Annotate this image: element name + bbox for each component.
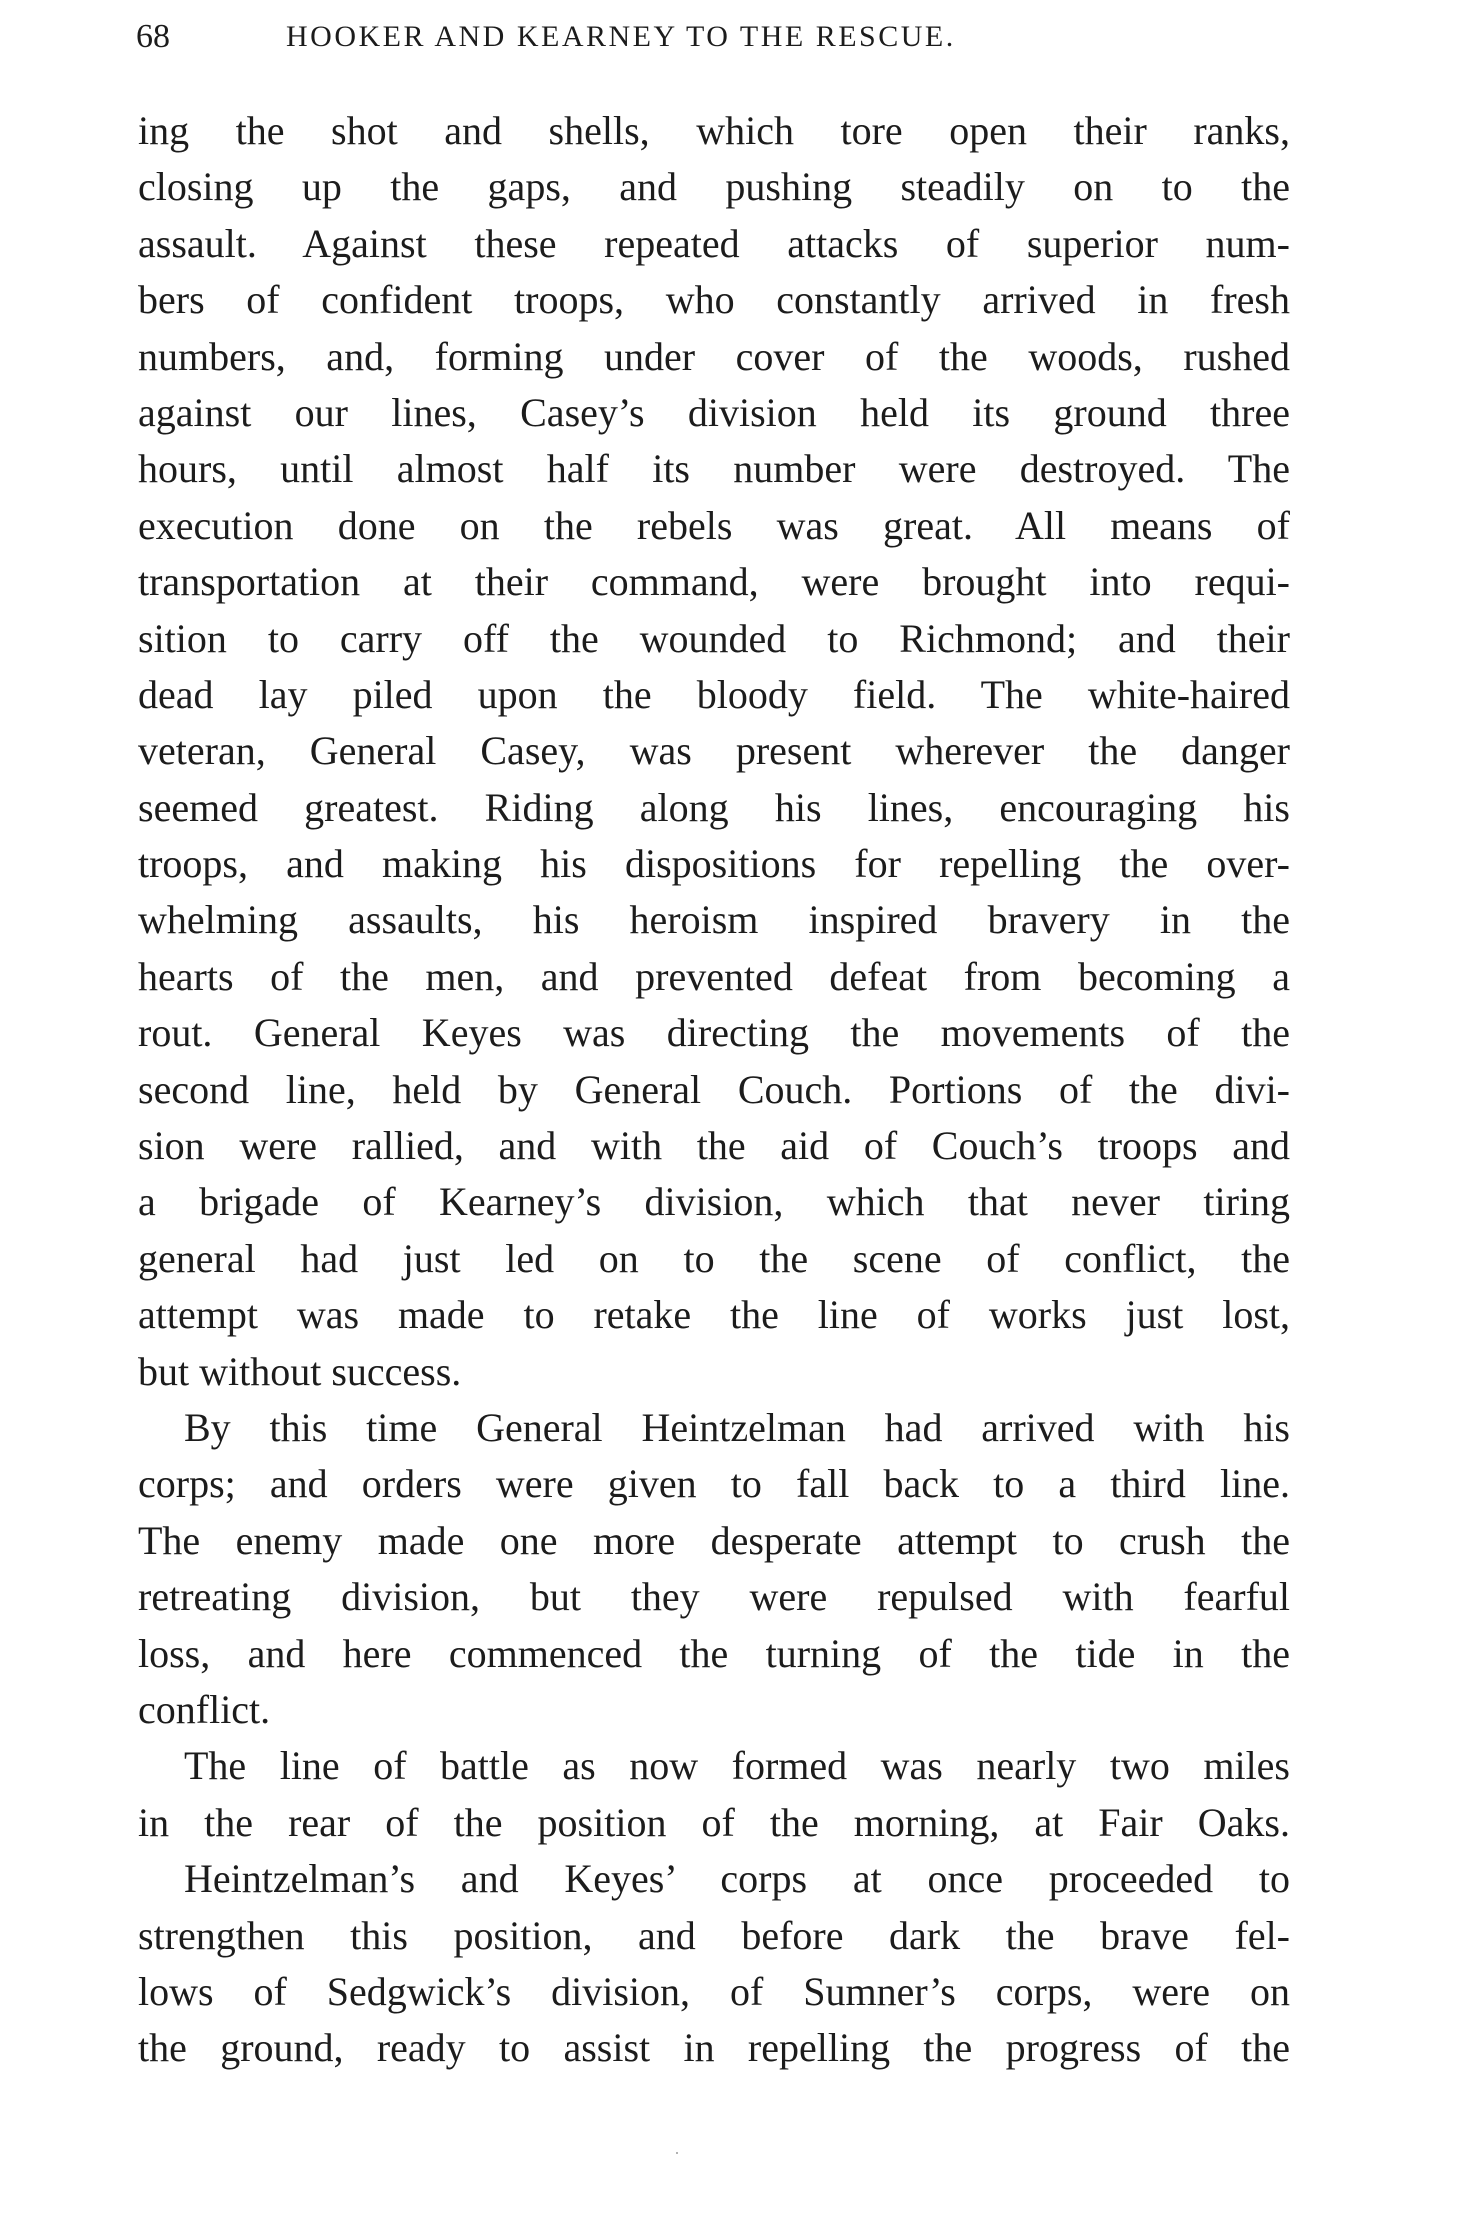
- text-line: attempt was made to retake the line of works just lost,: [138, 1292, 1290, 1338]
- text-line: numbers, and, forming under cover of the woods, rushed: [138, 333, 1290, 379]
- text-line: sition to carry off the wounded to Richmond; and their: [138, 615, 1290, 661]
- text-line: Heintzelman’s and Keyes’ corps at once proceeded to: [184, 1856, 1290, 1902]
- text-line: troops, and making his dispositions for repelling the over-: [138, 841, 1290, 887]
- paragraph: [138, 103, 1290, 1400]
- text-line: the ground, ready to assist in repelling the progress of the: [138, 2025, 1290, 2071]
- text-line: strengthen this position, and before dark the brave fel-: [138, 1912, 1290, 1958]
- text-line: The enemy made one more desperate attempt to crush the: [138, 1517, 1290, 1563]
- text-line: rout. General Keyes was directing the movements of the: [138, 1010, 1290, 1056]
- paragraph: [138, 1738, 1290, 1851]
- paper-speck: [676, 2152, 678, 2154]
- text-line: seemed greatest. Riding along his lines, encouraging his: [138, 784, 1290, 830]
- text-line: veteran, General Casey, was present wherever the danger: [138, 728, 1290, 774]
- text-line: lows of Sedgwick’s division, of Sumner’s corps, were on: [138, 1968, 1290, 2014]
- text-line: The line of battle as now formed was nearly two miles: [184, 1743, 1290, 1789]
- text-line: second line, held by General Couch. Portions of the divi-: [138, 1066, 1290, 1112]
- text-line: transportation at their command, were brought into requi-: [138, 559, 1290, 605]
- text-line: against our lines, Casey’s division held its ground three: [138, 389, 1290, 435]
- text-line: sion were rallied, and with the aid of Couch’s troops and: [138, 1123, 1290, 1169]
- text-line: but without success.: [138, 1348, 462, 1394]
- text-line: retreating division, but they were repulsed with fearful: [138, 1574, 1290, 1620]
- paragraph: [138, 1400, 1290, 1738]
- text-line: bers of confident troops, who constantly arrived in fresh: [138, 277, 1290, 323]
- text-line: hearts of the men, and prevented defeat from becoming a: [138, 953, 1290, 999]
- text-line: ing the shot and shells, which tore open their ranks,: [138, 108, 1290, 153]
- body-text: [138, 103, 1290, 2077]
- text-line: corps; and orders were given to fall back to a third line.: [138, 1461, 1290, 1507]
- page-number: 68: [136, 18, 170, 55]
- text-line: By this time General Heintzelman had arrived with his: [184, 1404, 1290, 1450]
- text-line: loss, and here commenced the turning of the tide in the: [138, 1630, 1290, 1676]
- text-line: dead lay piled upon the bloody field. The white-haired: [138, 671, 1290, 717]
- text-line: in the rear of the position of the morning, at Fair Oaks.: [138, 1799, 1290, 1845]
- text-line: assault. Against these repeated attacks of superior num-: [138, 220, 1290, 266]
- running-head-title: HOOKER AND KEARNEY TO THE RESCUE.: [286, 20, 956, 53]
- text-line: conflict.: [138, 1686, 271, 1732]
- text-line: closing up the gaps, and pushing steadily on to the: [138, 164, 1290, 210]
- text-line: general had just led on to the scene of conflict, the: [138, 1235, 1290, 1281]
- running-head: [136, 12, 1316, 62]
- text-line: hours, until almost half its number were destroyed. The: [138, 446, 1290, 492]
- text-line: execution done on the rebels was great. All means of: [138, 502, 1290, 548]
- text-line: a brigade of Kearney’s division, which that never tiring: [138, 1179, 1290, 1225]
- text-line: whelming assaults, his heroism inspired bravery in the: [138, 897, 1290, 943]
- paragraph: [138, 1851, 1290, 2077]
